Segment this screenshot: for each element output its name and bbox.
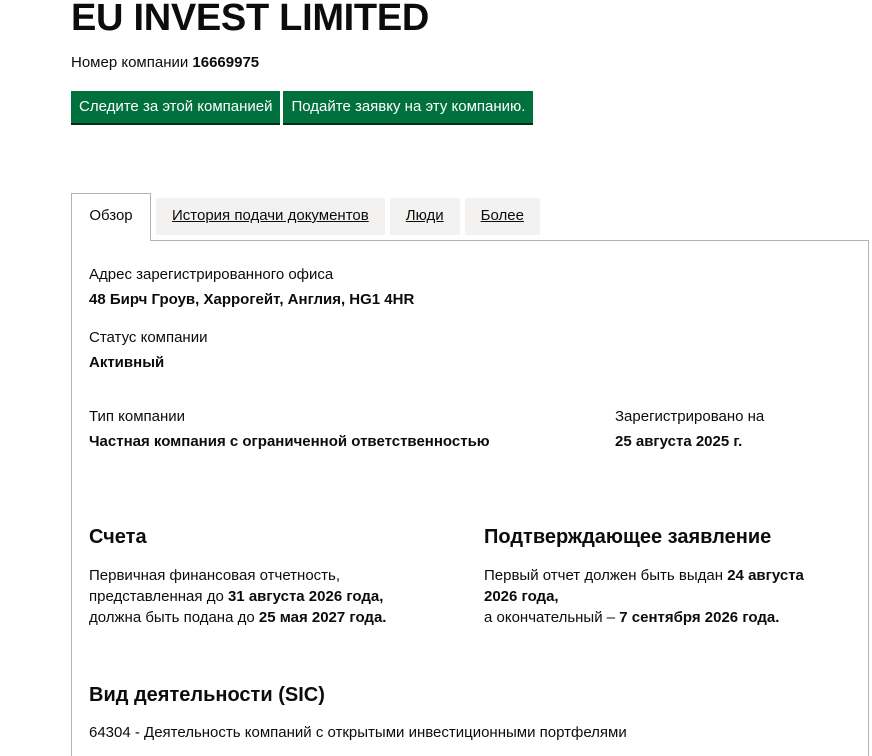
company-tabs [71, 193, 540, 241]
accounts-heading: Счета [89, 526, 147, 548]
file-for-company-button[interactable]: Подайте заявку на эту компанию. [283, 91, 533, 125]
tab-overview[interactable]: Обзор [71, 193, 151, 241]
confirmation-heading: Подтверждающее заявление [484, 526, 772, 548]
sic-item: 64304 - Деятельность компаний с открытыми инвестиционными портфелями [89, 724, 627, 741]
confirmation-date-part-a: 24 августа [727, 567, 804, 584]
company-type-label: Тип компании [89, 408, 186, 425]
accounts-text [89, 565, 386, 628]
confirmation-text [484, 565, 804, 628]
company-type-value: Частная компания с ограниченной ответственностью [89, 433, 490, 450]
company-name: EU INVEST LIMITED [71, 0, 430, 39]
confirmation-date-part-b: 2026 года, [484, 588, 559, 605]
office-address-label: Адрес зарегистрированного офиса [89, 266, 334, 283]
company-number-label: Номер компании [71, 54, 189, 71]
follow-company-button[interactable]: Следите за этой компанией [71, 91, 280, 125]
accounts-line-3-prefix: должна быть подана до [89, 609, 259, 626]
overview-panel [71, 240, 869, 756]
action-buttons [71, 91, 533, 125]
tab-people[interactable]: Люди [390, 198, 460, 235]
accounts-line-2-prefix: представленная до [89, 588, 228, 605]
accounts-line-1: Первичная финансовая отчетность, [89, 567, 341, 584]
accounts-next-made-up-date: 31 августа 2026 года, [227, 588, 384, 605]
confirmation-line-3-prefix: а окончательный – [484, 609, 620, 626]
incorporated-value: 25 августа 2025 г. [615, 433, 743, 450]
accounts-due-date: 25 мая 2027 года. [258, 609, 387, 626]
company-status-label: Статус компании [89, 329, 208, 346]
company-status-value: Активный [89, 354, 165, 371]
confirmation-due-date: 7 сентября 2026 года. [619, 609, 780, 626]
confirmation-line-1-prefix: Первый отчет должен быть выдан [484, 567, 728, 584]
company-number-line [71, 53, 259, 73]
company-number-value: 16669975 [192, 54, 260, 71]
tab-more[interactable]: Более [465, 198, 540, 235]
sic-heading: Вид деятельности (SIC) [89, 684, 325, 706]
office-address-value: 48 Бирч Гроув, Харрогейт, Англия, HG1 4HR [89, 291, 415, 308]
incorporated-label: Зарегистрировано на [615, 408, 765, 425]
tab-filing-history[interactable]: История подачи документов [156, 198, 385, 235]
